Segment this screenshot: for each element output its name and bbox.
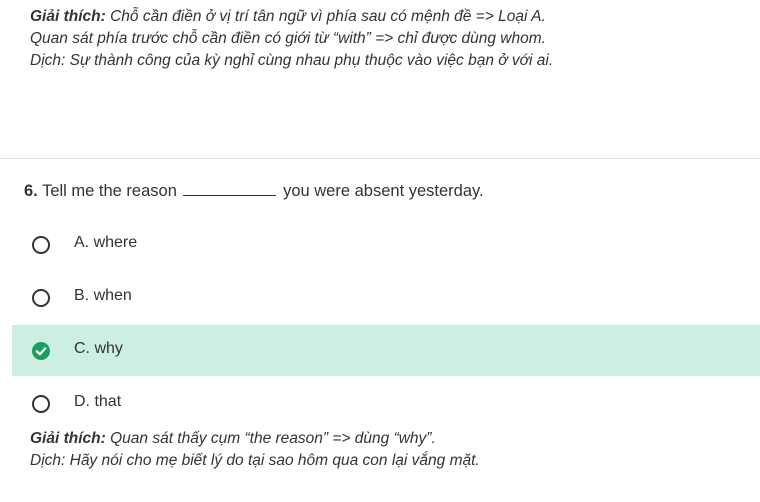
explanation-line: Dịch: Sự thành công của kỳ nghỉ cùng nhau phụ thuộc vào việc bạn ở với ai.: [30, 52, 554, 69]
option-label: C. why: [74, 340, 123, 357]
option-a[interactable]: [12, 219, 760, 270]
option-d[interactable]: [12, 378, 760, 429]
question-text-after: you were absent yesterday.: [283, 182, 484, 200]
answer-blank: [183, 181, 276, 196]
radio-icon[interactable]: [32, 395, 50, 413]
explanation-line: Quan sát phía trước chỗ cần điền có giới từ “with” => chỉ được dùng whom.: [30, 30, 546, 47]
option-c-correct[interactable]: [12, 325, 760, 376]
radio-icon[interactable]: [32, 289, 50, 307]
previous-explanation: [30, 6, 553, 72]
radio-icon[interactable]: [32, 236, 50, 254]
explanation-line: Giải thích: Quan sát thấy cụm “the reason” => dùng “why”.: [30, 430, 436, 447]
option-label: A. where: [74, 234, 138, 251]
section-divider: [0, 158, 760, 159]
explanation-line: Dịch: Hãy nói cho mẹ biết lý do tại sao hôm qua con lại vắng mặt.: [30, 452, 480, 469]
answer-explanation: [30, 428, 480, 472]
option-label: B. when: [74, 287, 132, 304]
question-text-before: Tell me the reason: [42, 182, 177, 200]
explanation-line: Giải thích: Chỗ cần điền ở vị trí tân ngữ vì phía sau có mệnh đề => Loại A.: [30, 8, 546, 25]
option-label: D. that: [74, 393, 122, 410]
question-number: 6.: [24, 182, 38, 200]
check-circle-icon[interactable]: [32, 342, 50, 360]
question-6: [24, 181, 484, 201]
option-b[interactable]: [12, 272, 760, 323]
